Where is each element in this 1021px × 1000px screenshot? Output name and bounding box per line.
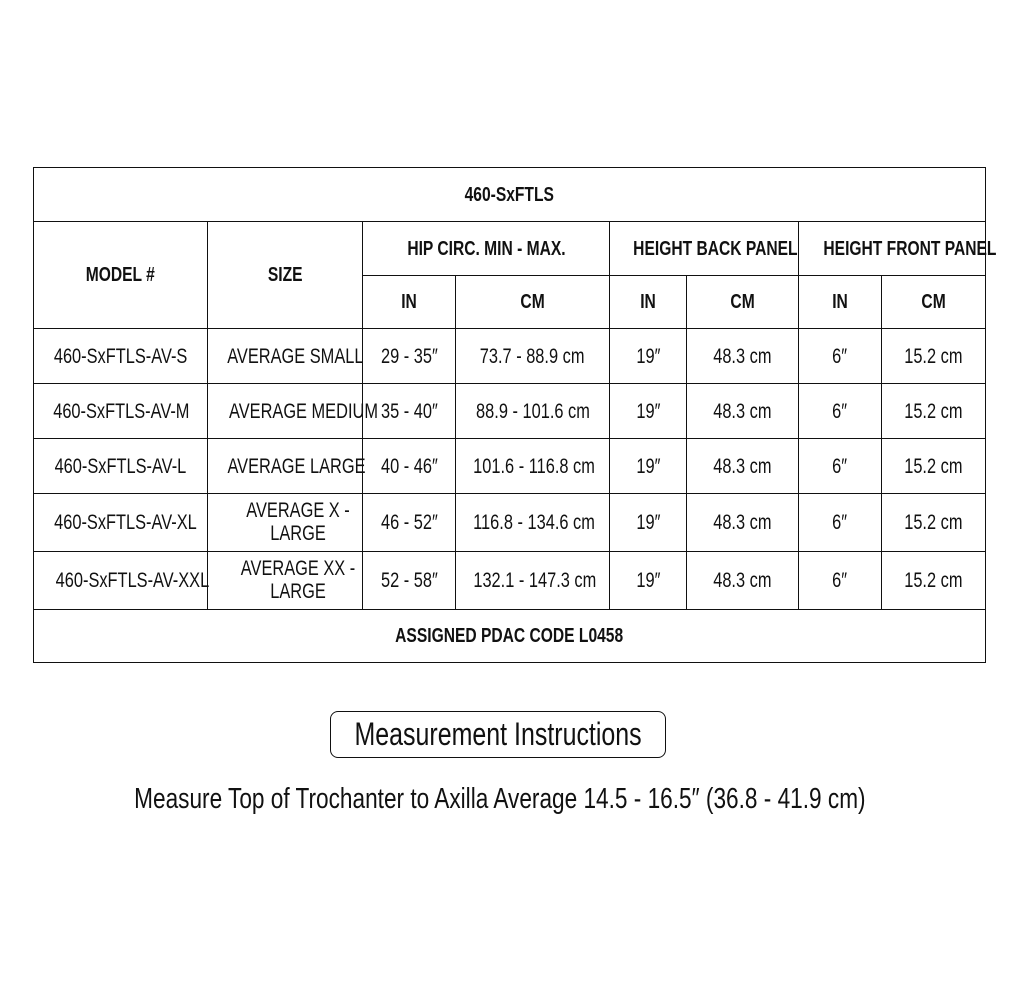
pdac-code-footer: ASSIGNED PDAC CODE L0458	[34, 610, 986, 663]
cell-front-in: 6″	[799, 552, 882, 610]
table-row	[34, 329, 986, 384]
cell-back-in: 19″	[610, 384, 687, 439]
measurement-instructions-label: Measurement Instructions	[354, 716, 642, 752]
cell-size: AVERAGE XX - LARGE	[208, 552, 363, 610]
cell-back-cm: 48.3 cm	[687, 439, 799, 494]
cell-front-cm: 15.2 cm	[882, 384, 986, 439]
cell-back-cm: 48.3 cm	[687, 552, 799, 610]
subheader-back-cm: CM	[687, 276, 799, 329]
cell-model: 460-SxFTLS-AV-S	[34, 329, 208, 384]
cell-front-cm: 15.2 cm	[882, 329, 986, 384]
cell-hip-in: 40 - 46″	[363, 439, 456, 494]
cell-size: AVERAGE MEDIUM	[208, 384, 363, 439]
table-row	[34, 552, 986, 610]
cell-hip-cm: 101.6 - 116.8 cm	[456, 439, 610, 494]
size-chart-table	[33, 167, 997, 663]
cell-front-cm: 15.2 cm	[882, 552, 986, 610]
cell-back-in: 19″	[610, 329, 687, 384]
cell-back-in: 19″	[610, 552, 687, 610]
header-hip-circ: HIP CIRC. MIN - MAX.	[363, 222, 610, 276]
cell-back-in: 19″	[610, 439, 687, 494]
cell-front-in: 6″	[799, 329, 882, 384]
header-height-front: HEIGHT FRONT PANEL	[799, 222, 986, 276]
cell-model: 460-SxFTLS-AV-XL	[34, 494, 208, 552]
cell-hip-in: 29 - 35″	[363, 329, 456, 384]
cell-back-cm: 48.3 cm	[687, 329, 799, 384]
cell-hip-cm: 73.7 - 88.9 cm	[456, 329, 610, 384]
cell-front-cm: 15.2 cm	[882, 494, 986, 552]
cell-hip-cm: 132.1 - 147.3 cm	[456, 552, 610, 610]
cell-back-in: 19″	[610, 494, 687, 552]
cell-hip-in: 52 - 58″	[363, 552, 456, 610]
cell-front-in: 6″	[799, 439, 882, 494]
subheader-front-cm: CM	[882, 276, 986, 329]
table-row	[34, 439, 986, 494]
measurement-instructions-text: Measure Top of Trochanter to Axilla Average 14.5 - 16.5″ (36.8 - 41.9 cm)	[134, 783, 866, 815]
cell-back-cm: 48.3 cm	[687, 494, 799, 552]
cell-hip-cm: 88.9 - 101.6 cm	[456, 384, 610, 439]
cell-model: 460-SxFTLS-AV-XXL	[34, 552, 208, 610]
cell-back-cm: 48.3 cm	[687, 384, 799, 439]
subheader-hip-cm: CM	[456, 276, 610, 329]
cell-size: AVERAGE LARGE	[208, 439, 363, 494]
table-row	[34, 494, 986, 552]
cell-front-in: 6″	[799, 494, 882, 552]
cell-front-cm: 15.2 cm	[882, 439, 986, 494]
cell-model: 460-SxFTLS-AV-M	[34, 384, 208, 439]
cell-size: AVERAGE SMALL	[208, 329, 363, 384]
subheader-front-in: IN	[799, 276, 882, 329]
cell-size: AVERAGE X - LARGE	[208, 494, 363, 552]
cell-hip-in: 35 - 40″	[363, 384, 456, 439]
header-size: SIZE	[208, 222, 363, 329]
subheader-back-in: IN	[610, 276, 687, 329]
table-title: 460-SxFTLS	[34, 168, 986, 222]
measurement-instructions-button[interactable]	[330, 711, 666, 758]
header-model: MODEL #	[34, 222, 208, 329]
cell-front-in: 6″	[799, 384, 882, 439]
cell-hip-in: 46 - 52″	[363, 494, 456, 552]
subheader-hip-in: IN	[363, 276, 456, 329]
cell-hip-cm: 116.8 - 134.6 cm	[456, 494, 610, 552]
table-row	[34, 384, 986, 439]
cell-model: 460-SxFTLS-AV-L	[34, 439, 208, 494]
header-height-back: HEIGHT BACK PANEL	[610, 222, 799, 276]
